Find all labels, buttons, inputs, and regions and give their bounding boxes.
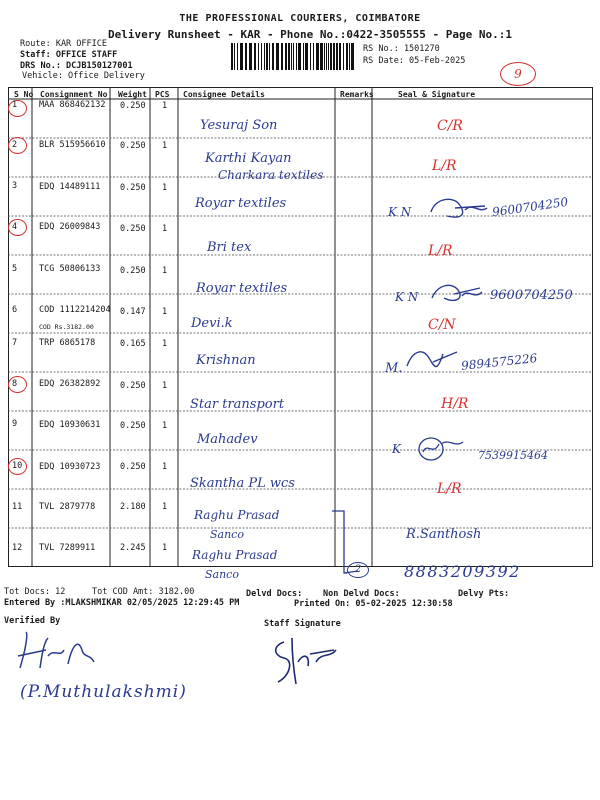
row-sno: 7 <box>12 338 18 348</box>
seal-signature: L/R <box>428 243 453 259</box>
barcode-bar <box>328 43 329 70</box>
barcode-bar <box>269 43 270 70</box>
barcode-bar <box>240 43 243 70</box>
weight: 0.250 <box>120 421 146 431</box>
verified-by-label: Verified By <box>4 616 61 626</box>
bracket-mark <box>320 505 370 580</box>
consignee-name: Devi.k <box>191 316 233 331</box>
barcode-bar <box>313 43 314 70</box>
seal-circle-number: 2 <box>347 562 369 578</box>
barcode-bar <box>276 43 279 70</box>
barcode-bar <box>258 43 259 70</box>
staff-line: Staff: OFFICE STAFF <box>20 50 118 60</box>
barcode-bar <box>349 43 350 70</box>
barcode-bar <box>234 43 235 70</box>
rs-date: RS Date: 05-Feb-2025 <box>363 56 466 66</box>
barcode-bar <box>291 43 292 70</box>
route-line: Route: KAR OFFICE <box>20 39 107 49</box>
weight: 0.250 <box>120 141 146 151</box>
pieces: 1 <box>162 339 168 349</box>
phone-number: 8883209392 <box>404 562 521 581</box>
barcode-bar <box>343 43 344 70</box>
barcode-bar <box>261 43 262 70</box>
col-consignee: Consignee Details <box>183 90 265 99</box>
row-sno: 6 <box>12 305 18 315</box>
barcode-bar <box>293 43 294 70</box>
row-sno: 10 <box>12 461 23 471</box>
barcode-bar <box>296 43 297 70</box>
weight: 0.147 <box>120 307 146 317</box>
pieces: 1 <box>162 421 168 431</box>
signature-scribble <box>425 196 495 222</box>
handwritten-page-number: 9 <box>500 62 536 86</box>
seal-signature: M. <box>385 361 403 376</box>
consignee-name-line2: Sanco <box>210 528 244 541</box>
pieces: 1 <box>162 266 168 276</box>
row-circle-mark <box>8 137 27 154</box>
pieces: 1 <box>162 224 168 234</box>
consignee-name: Raghu Prasad <box>194 508 280 522</box>
consignment-number: EDQ 14489111 <box>39 182 101 192</box>
barcode-bar <box>336 43 338 70</box>
consignee-name: Raghu Prasad <box>192 548 278 562</box>
pieces: 1 <box>162 381 168 391</box>
rs-number: RS No.: 1501270 <box>363 44 440 54</box>
consignee-name: Mahadev <box>197 432 258 447</box>
seal-signature: K N <box>395 290 419 304</box>
barcode-bar <box>231 43 233 70</box>
col-weight: Weight <box>118 90 147 99</box>
row-sno: 5 <box>12 264 18 274</box>
consignment-number: TVL 7289911 <box>39 543 96 553</box>
barcode-bar <box>303 43 304 70</box>
row-sno: 12 <box>12 543 23 553</box>
consignee-name: Krishnan <box>196 353 256 368</box>
consignment-number: EDQ 26009843 <box>39 222 101 232</box>
seal-signature: L/R <box>437 481 462 497</box>
consignment-number: EDQ 10930631 <box>39 420 101 430</box>
consignment-number: COD 1112214204 <box>39 305 111 315</box>
row-sno: 9 <box>12 419 18 429</box>
runsheet-table-grid <box>8 87 593 567</box>
consignment-number: EDQ 10930723 <box>39 462 101 472</box>
seal-signature: C/N <box>428 317 456 333</box>
weight: 0.250 <box>120 101 146 111</box>
total-cod-amount: Tot COD Amt: 3182.00 <box>92 587 195 597</box>
barcode-bar <box>324 43 325 70</box>
weight: 0.250 <box>120 266 146 276</box>
consignment-number: TCG 50806133 <box>39 264 101 274</box>
consignee-name: Skantha PL wcs <box>190 476 295 491</box>
pieces: 1 <box>162 183 168 193</box>
consignee-name: Bri tex <box>207 240 252 255</box>
col-consignment: Consignment No <box>40 90 108 99</box>
phone-number: 7539915464 <box>478 449 548 462</box>
consignee-name: Karthi Kayan <box>205 151 292 166</box>
verifier-signature <box>12 628 122 676</box>
seal-signature: K N <box>388 205 412 219</box>
consignee-name-line2: Sanco <box>205 568 239 581</box>
col-remarks: Remarks <box>340 90 374 99</box>
weight: 0.250 <box>120 224 146 234</box>
barcode-bar <box>316 43 319 70</box>
delivery-points: Delvy Pts: <box>458 589 510 599</box>
consignee-name: Star transport <box>190 397 285 412</box>
weight: 0.250 <box>120 462 146 472</box>
staff-signature <box>270 632 350 688</box>
consignee-name: Yesuraj Son <box>200 118 278 133</box>
phone-number: 9600704250 <box>490 288 573 303</box>
weight: 0.165 <box>120 339 146 349</box>
barcode-bar <box>237 43 238 70</box>
pieces: 1 <box>162 543 168 553</box>
seal-signature: R.Santhosh <box>406 527 482 542</box>
staff-signature-label: Staff Signature <box>264 619 341 629</box>
consignment-number: TVL 2879778 <box>39 502 96 512</box>
consignee-name-line2: Charkara textiles <box>218 168 324 182</box>
barcode-bar <box>351 43 354 70</box>
entered-by: Entered By :MLAKSHMIKAR 02/05/2025 12:29:45 PM <box>4 598 240 608</box>
weight: 0.250 <box>120 381 146 391</box>
verifier-name: (P.Muthulakshmi) <box>20 682 187 702</box>
row-sno: 4 <box>12 222 18 232</box>
barcode-bar <box>272 43 274 70</box>
row-circle-mark <box>8 376 27 393</box>
phone-number: 9600704250 <box>491 194 569 220</box>
row-sno: 1 <box>12 100 18 110</box>
company-name: THE PROFESSIONAL COURIERS, COIMBATORE <box>179 13 421 24</box>
barcode-bar <box>254 43 256 70</box>
barcode-bar <box>245 43 247 70</box>
delivered-docs: Delvd Docs: <box>246 589 303 599</box>
consignment-number: BLR 515956610 <box>39 140 106 150</box>
weight: 0.250 <box>120 183 146 193</box>
pieces: 1 <box>162 462 168 472</box>
barcode <box>231 43 355 70</box>
barcode-bar <box>264 43 265 70</box>
consignment-number: EDQ 26382892 <box>39 379 101 389</box>
weight: 2.245 <box>120 543 146 553</box>
barcode-bar <box>305 43 308 70</box>
barcode-bar <box>266 43 268 70</box>
barcode-bar <box>346 43 348 70</box>
signature-scribble <box>403 344 461 374</box>
non-delivered-docs: Non Delvd Docs: <box>323 589 400 599</box>
barcode-bar <box>288 43 290 70</box>
runsheet-title: Delivery Runsheet - KAR - Phone No.:0422-3505555 - Page No.:1 <box>108 28 512 41</box>
phone-number: 9894575226 <box>460 351 538 373</box>
barcode-bar <box>298 43 301 70</box>
barcode-bar <box>339 43 341 70</box>
row-sno: 2 <box>12 140 18 150</box>
pieces: 1 <box>162 502 168 512</box>
barcode-bar <box>285 43 287 70</box>
row-sno: 11 <box>12 502 23 512</box>
barcode-bar <box>330 43 332 70</box>
consignment-number: MAA 868462132 <box>39 100 106 110</box>
total-docs: Tot Docs: 12 <box>4 587 66 597</box>
consignment-number: TRP 6865178 <box>39 338 96 348</box>
row-sno: 8 <box>12 379 18 389</box>
barcode-bar <box>326 43 327 70</box>
pieces: 1 <box>162 141 168 151</box>
pieces: 1 <box>162 101 168 111</box>
signature-scribble <box>413 432 471 462</box>
barcode-bar <box>320 43 323 70</box>
seal-signature: H/R <box>441 396 469 412</box>
seal-signature: K <box>392 442 401 456</box>
barcode-bar <box>249 43 252 70</box>
seal-signature: L/R <box>432 158 457 174</box>
col-sno: S No <box>14 90 34 99</box>
col-pcs: PCS <box>155 90 170 99</box>
row-circle-mark <box>8 219 27 236</box>
row-circle-mark <box>8 100 27 117</box>
col-seal: Seal & Signature <box>398 90 476 99</box>
consignee-name: Royar textiles <box>196 281 288 296</box>
barcode-bar <box>333 43 335 70</box>
barcode-bar <box>310 43 311 70</box>
consignee-name: Royar textiles <box>195 196 287 211</box>
cod-amount: COD Rs.3182.00 <box>39 323 94 331</box>
pieces: 1 <box>162 307 168 317</box>
weight: 2.180 <box>120 502 146 512</box>
row-sno: 3 <box>12 181 18 191</box>
printed-on: Printed On: 05-02-2025 12:30:58 <box>294 599 453 609</box>
drs-line: DRS No.: DCJB150127001 <box>20 61 133 71</box>
vehicle-line: Vehicle: Office Delivery <box>22 71 145 81</box>
barcode-bar <box>281 43 283 70</box>
signature-scribble <box>428 280 488 306</box>
seal-signature: C/R <box>437 118 463 134</box>
